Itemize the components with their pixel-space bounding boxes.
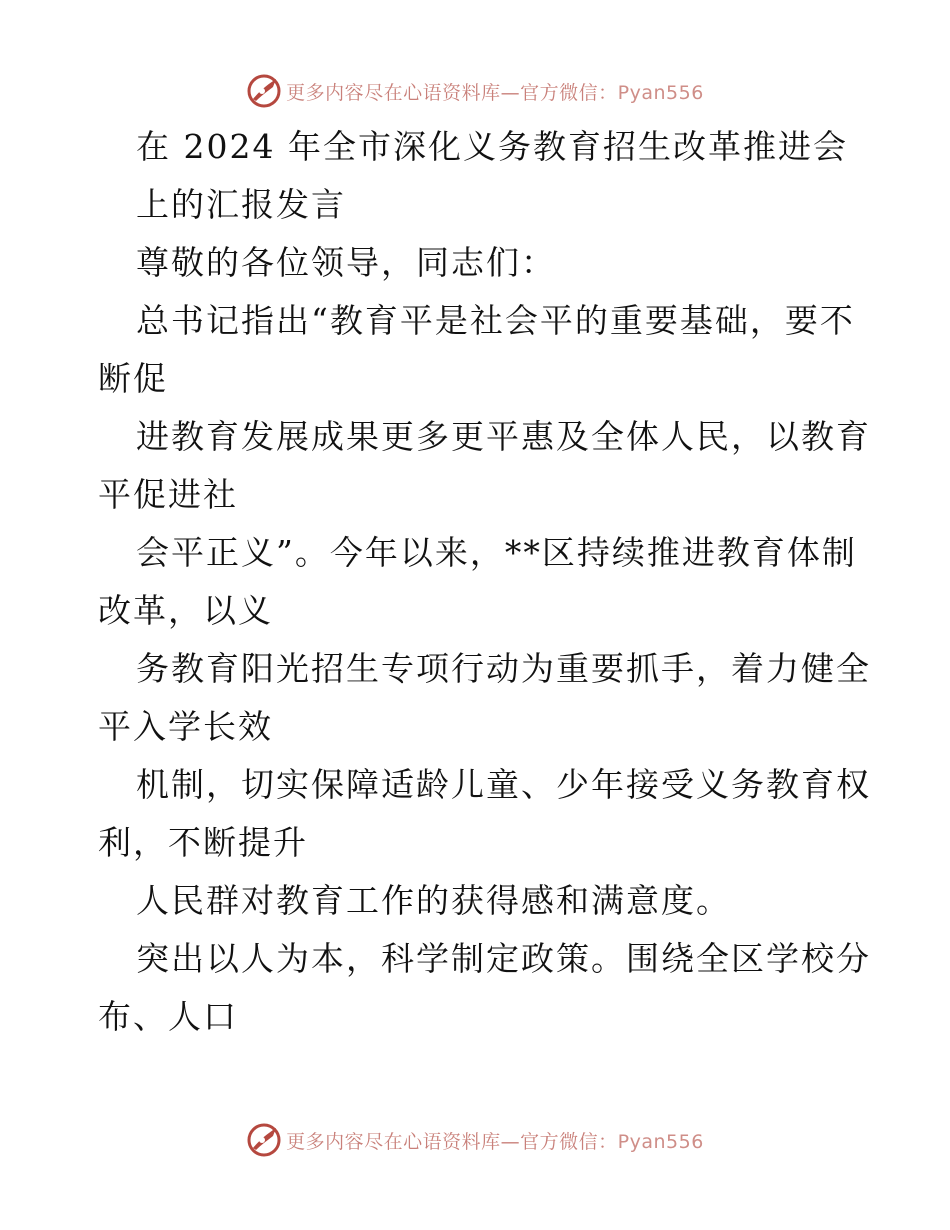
text-line: 突出以人为本，科学制定政策。围绕全区学校分: [136, 939, 871, 978]
text-line: 平促进社: [98, 475, 238, 514]
logo-icon: [246, 73, 282, 109]
text-line: 利，不断提升: [98, 823, 308, 862]
watermark-handle: Pyan556: [617, 1130, 704, 1153]
watermark-handle: Pyan556: [617, 81, 704, 104]
document-body: [98, 118, 898, 1046]
watermark-text: [286, 78, 704, 105]
text-line: 平入学长效: [98, 707, 273, 746]
text-line: 改革，以义: [98, 591, 273, 630]
text-line: 尊敬的各位领导，同志们：: [136, 243, 556, 282]
text-line: 总书记指出“教育平是社会平的重要基础，要不: [136, 301, 855, 340]
text-line: 务教育阳光招生专项行动为重要抓手，着力健全: [136, 649, 871, 688]
text-line: 上的汇报发言: [136, 185, 346, 224]
text-line: 布、人口: [98, 997, 238, 1036]
text-line: 进教育发展成果更多更平惠及全体人民，以教育: [136, 417, 871, 456]
text-line: 机制，切实保障适龄儿童、少年接受义务教育权: [136, 765, 871, 804]
text-line: 会平正义”。今年以来，**区持续推进教育体制: [136, 533, 857, 572]
footer-watermark: [0, 1120, 950, 1160]
header-watermark: [0, 71, 950, 111]
watermark-label: 更多内容尽在心语资料库—官方微信：: [286, 81, 618, 104]
text-line: 人民群对教育工作的获得感和满意度。: [136, 881, 731, 920]
watermark-text: [286, 1127, 704, 1154]
text-line: 断促: [98, 359, 168, 398]
watermark-label: 更多内容尽在心语资料库—官方微信：: [286, 1130, 618, 1153]
logo-icon: [246, 1122, 282, 1158]
text-line: 在 2024 年全市深化义务教育招生改革推进会: [136, 127, 848, 166]
